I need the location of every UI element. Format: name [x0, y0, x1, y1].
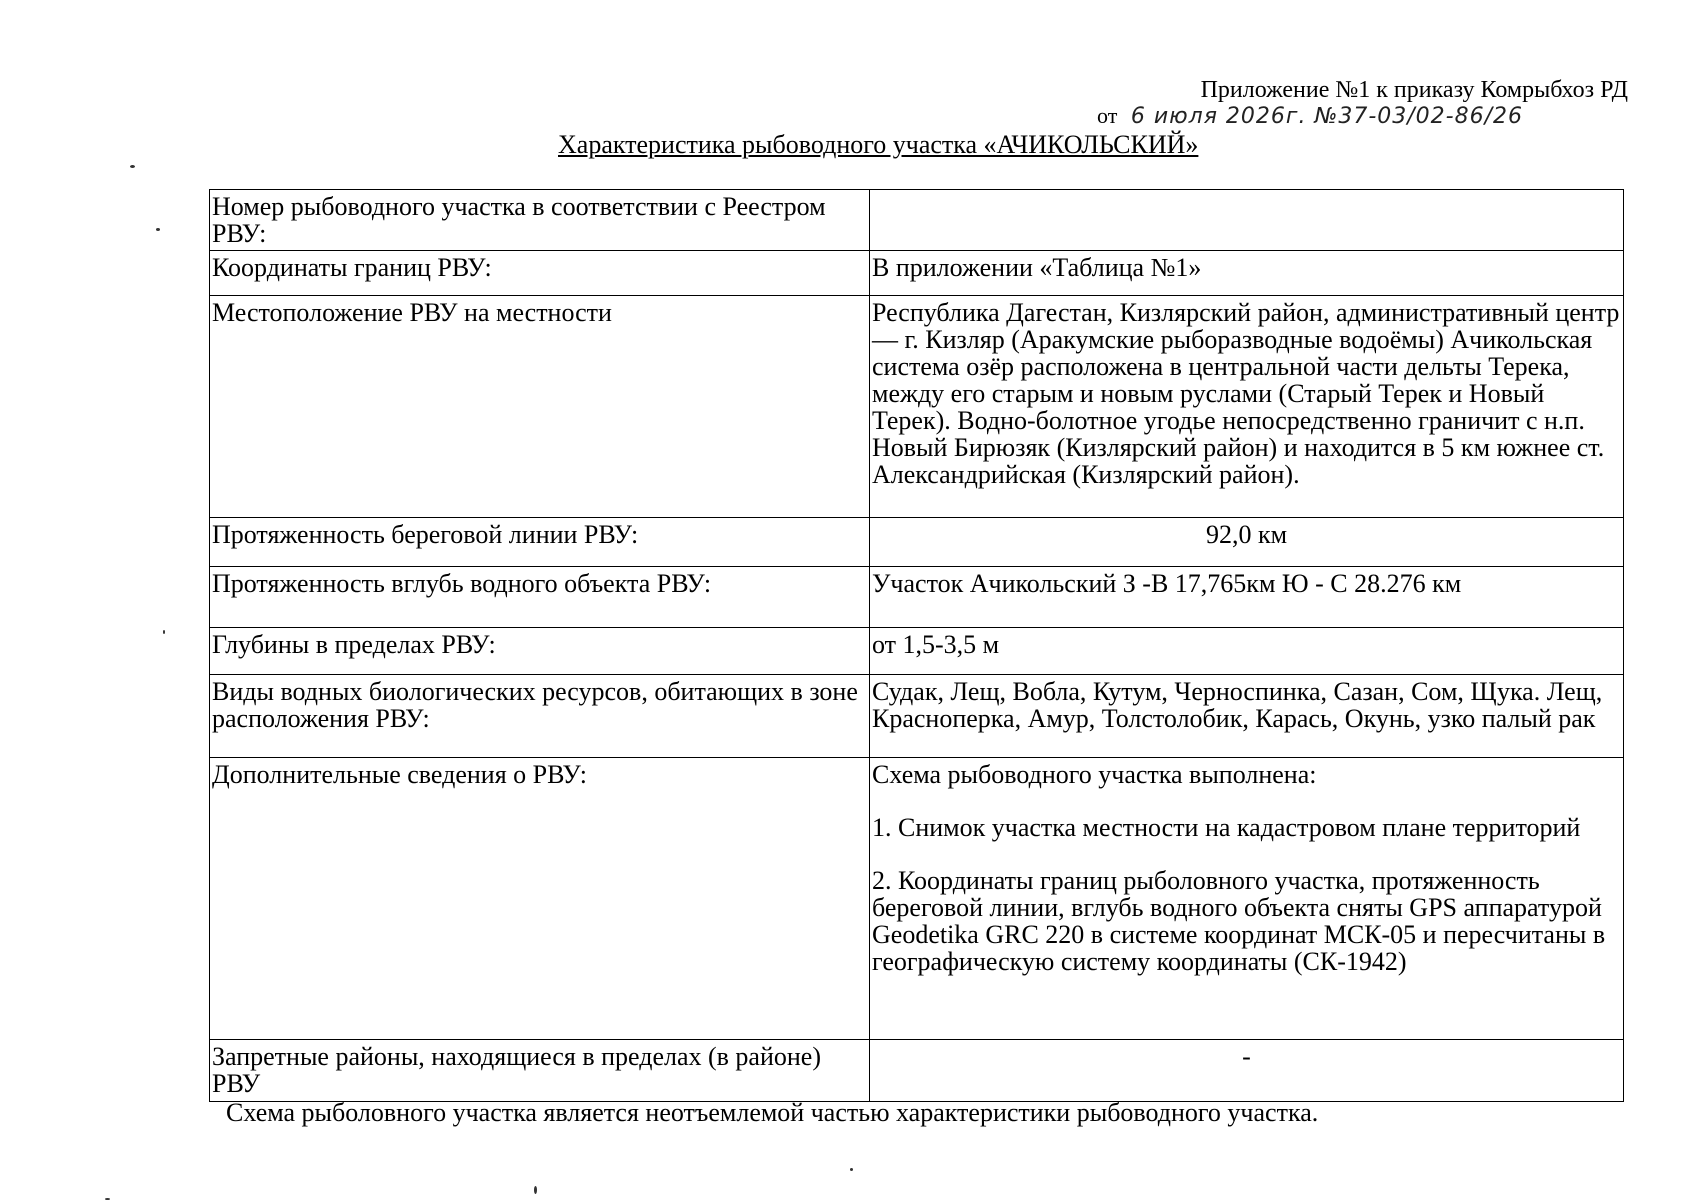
scan-speck — [156, 228, 160, 231]
row-label: Местоположение РВУ на местности — [210, 296, 870, 518]
table-row — [210, 758, 1624, 1040]
row-value: Республика Дагестан, Кизлярский район, административный центр — г. Кизляр (Аракумские рыборазводные водоёмы) Ачикольская система озёр расположена в центральной части дельты Терека, между его старым и новым руслами (Старый Терек и Новый Терек). Водно-болотное угодье непосредственно граничит с н.п. Новый Бирюзяк (Кизлярский район) и находится в 5 км южнее ст. Александрийская (Кизлярский район). — [870, 296, 1624, 518]
table-row — [210, 567, 1624, 628]
table-row — [210, 675, 1624, 758]
order-handwritten-number: 6 июля 2026г. №37-03/02-86/26 — [1130, 104, 1524, 129]
table-row — [210, 1040, 1624, 1102]
row-label: Номер рыбоводного участка в соответствии с Реестром РВУ: — [210, 190, 870, 251]
table-row — [210, 190, 1624, 251]
row-value: Участок Ачикольский З -В 17,765км Ю - С 28.276 км — [870, 567, 1624, 628]
row-value — [870, 758, 1624, 1040]
scan-speck — [534, 1186, 537, 1194]
row-value: 92,0 км — [870, 518, 1624, 567]
scan-speck — [130, 165, 135, 168]
order-prefix: от — [1097, 103, 1118, 128]
row-label: Запретные районы, находящиеся в пределах (в районе) РВУ — [210, 1040, 870, 1102]
value-paragraph: Схема рыбоводного участка выполнена: — [872, 760, 1317, 789]
table-row — [210, 251, 1624, 296]
row-value: - — [870, 1040, 1624, 1102]
value-paragraph: 2. Координаты границ рыболовного участка, протяженность береговой линии, вглубь водного объекта сняты GPS аппаратурой Geodetika GRC 220 в системе координат МСК-05 и пересчитаны в географическую систему координаты (СК-1942) — [872, 866, 1606, 976]
order-reference — [1097, 103, 1523, 129]
row-label: Протяженность вглубь водного объекта РВУ: — [210, 567, 870, 628]
characteristics-table — [209, 189, 1624, 1102]
table-row — [210, 628, 1624, 675]
value-paragraph: 1. Снимок участка местности на кадастровом плане территорий — [872, 813, 1581, 842]
row-value: от 1,5-3,5 м — [870, 628, 1624, 675]
row-label: Виды водных биологических ресурсов, обитающих в зоне расположения РВУ: — [210, 675, 870, 758]
appendix-reference: Приложение №1 к приказу Комрыбхоз РД — [1200, 77, 1628, 103]
table-row — [210, 518, 1624, 567]
row-label: Протяженность береговой линии РВУ: — [210, 518, 870, 567]
row-value: В приложении «Таблица №1» — [870, 251, 1624, 296]
footer-note: Схема рыболовного участка является неотъемлемой частью характеристики рыбоводного участка. — [226, 1098, 1319, 1127]
document-title: Характеристика рыбоводного участка «АЧИКОЛЬСКИЙ» — [558, 130, 1199, 159]
row-label: Координаты границ РВУ: — [210, 251, 870, 296]
table-row — [210, 296, 1624, 518]
row-value — [870, 190, 1624, 251]
row-value: Судак, Лещ, Вобла, Кутум, Черноспинка, Сазан, Сом, Щука. Лещ, Красноперка, Амур, Толстолобик, Карась, Окунь, узко палый рак — [870, 675, 1624, 758]
row-label: Дополнительные сведения о РВУ: — [210, 758, 870, 1040]
scan-speck — [850, 1168, 853, 1171]
scan-speck — [163, 630, 165, 634]
row-label: Глубины в пределах РВУ: — [210, 628, 870, 675]
